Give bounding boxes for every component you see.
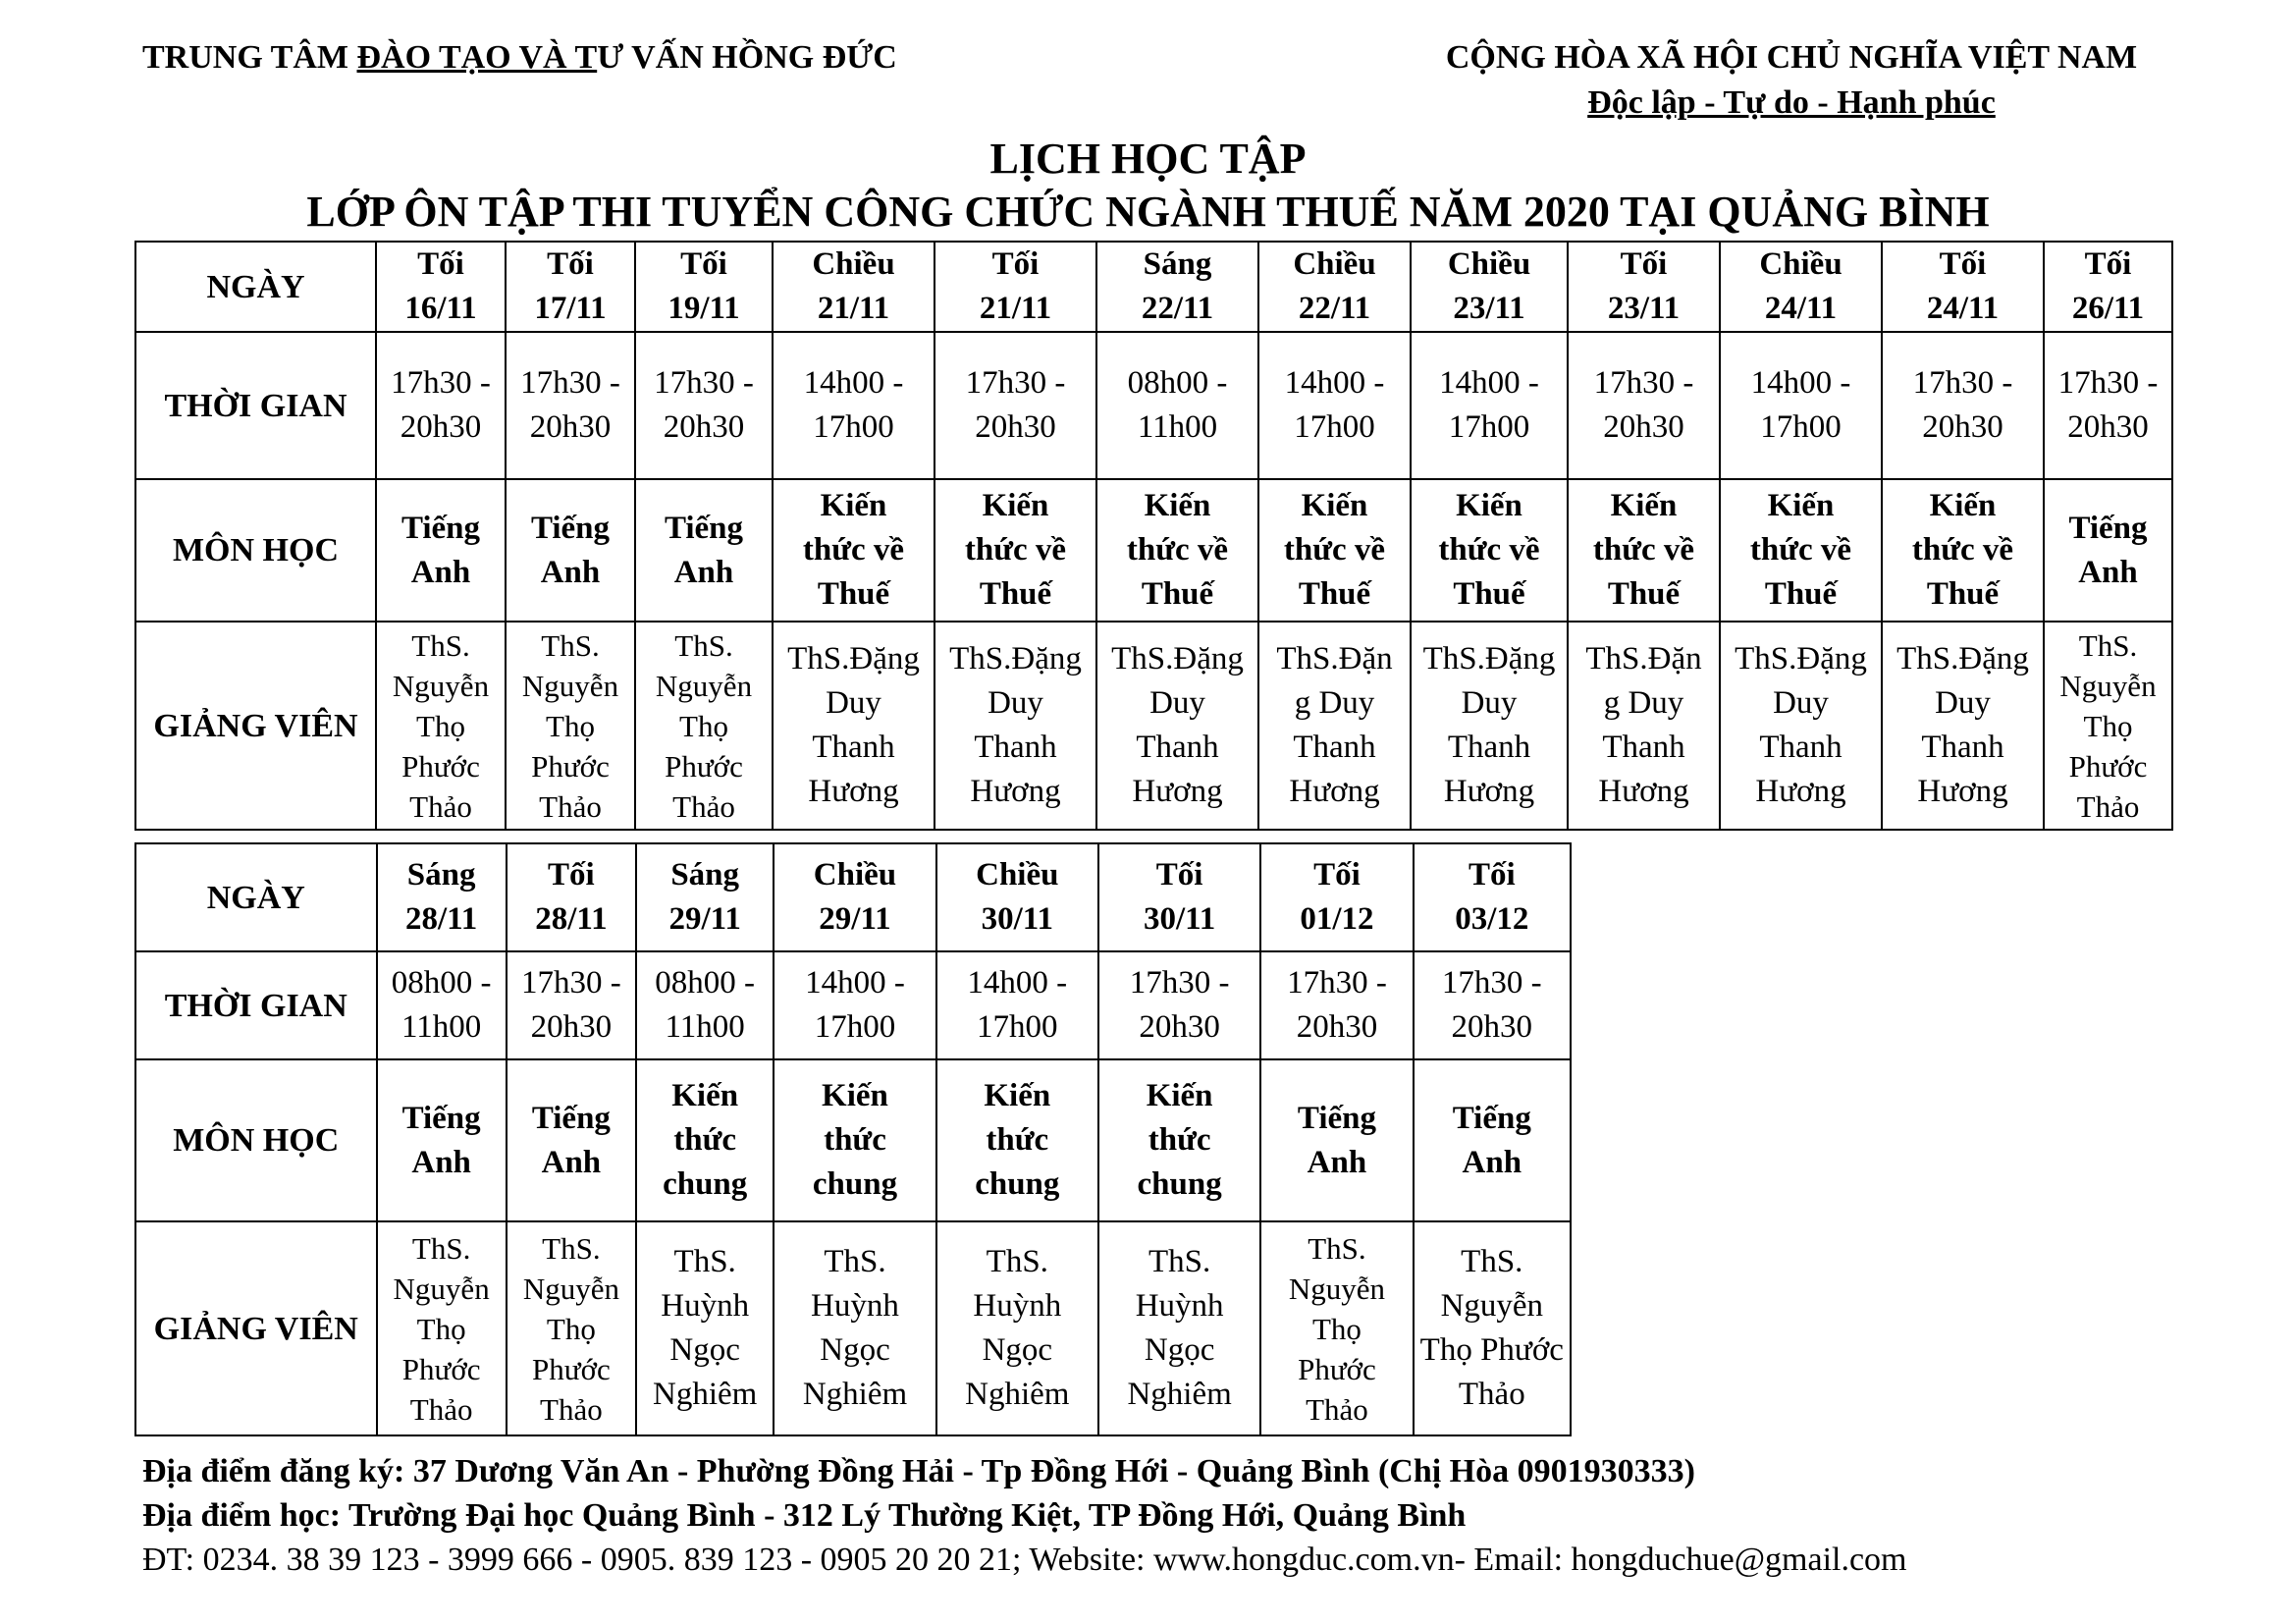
row-label-date: NGÀY bbox=[135, 843, 377, 951]
teacher-cell: ThS. Nguyễn Thọ Phước Thảo bbox=[2044, 622, 2172, 830]
teacher-row bbox=[135, 1221, 1571, 1435]
document-subtitle: LỚP ÔN TẬP THI TUYỂN CÔNG CHỨC NGÀNH THUẾ NĂM 2020 TẠI QUẢNG BÌNH bbox=[306, 188, 1990, 236]
date-cell: Tối 17/11 bbox=[506, 242, 635, 332]
date-cell: Tối 19/11 bbox=[635, 242, 773, 332]
registration-address: Địa điểm đăng ký: 37 Dương Văn An - Phường Đồng Hải - Tp Đồng Hới - Quảng Bình (Chị Hòa 0901930333) bbox=[142, 1453, 1695, 1489]
date-cell: Chiều 29/11 bbox=[774, 843, 935, 951]
date-row bbox=[135, 843, 1571, 951]
subject-cell: Tiếng Anh bbox=[376, 479, 506, 622]
org-underlined: ĐÀO TẠO VÀ T bbox=[356, 39, 598, 76]
subject-cell: Tiếng Anh bbox=[1414, 1059, 1571, 1221]
subject-cell: Tiếng Anh bbox=[507, 1059, 636, 1221]
row-label-time: THỜI GIAN bbox=[135, 332, 376, 479]
date-cell: Chiều 24/11 bbox=[1720, 242, 1882, 332]
teacher-cell: ThS. Nguyễn Thọ Phước Thảo bbox=[506, 622, 635, 830]
time-cell: 17h30 - 20h30 bbox=[635, 332, 773, 479]
date-cell: Sáng 22/11 bbox=[1096, 242, 1258, 332]
schedule-table-1 bbox=[134, 241, 2173, 831]
row-label-time: THỜI GIAN bbox=[135, 951, 377, 1059]
row-label-teacher: GIẢNG VIÊN bbox=[135, 622, 376, 830]
time-cell: 17h30 - 20h30 bbox=[507, 951, 636, 1059]
teacher-cell: ThS. Nguyễn Thọ Phước Thảo bbox=[376, 622, 506, 830]
teacher-cell: ThS.Đặng Duy Thanh Hương bbox=[1720, 622, 1882, 830]
row-label-subject: MÔN HỌC bbox=[135, 479, 376, 622]
teacher-cell: ThS.Đặng Duy Thanh Hương bbox=[1096, 622, 1258, 830]
date-cell: Tối 21/11 bbox=[934, 242, 1096, 332]
date-cell: Tối 30/11 bbox=[1098, 843, 1260, 951]
document-title: LỊCH HỌC TẬP bbox=[989, 135, 1307, 183]
teacher-cell: ThS. Huỳnh Ngọc Nghiêm bbox=[1098, 1221, 1260, 1435]
teacher-cell: ThS. Nguyễn Thọ Phước Thảo bbox=[1260, 1221, 1413, 1435]
national-motto: Độc lập - Tự do - Hạnh phúc bbox=[1587, 84, 1996, 121]
subject-cell: Kiến thức về Thuế bbox=[1882, 479, 2044, 622]
row-label-teacher: GIẢNG VIÊN bbox=[135, 1221, 377, 1435]
time-cell: 14h00 - 17h00 bbox=[1720, 332, 1882, 479]
org-suffix: Ư VẤN HỒNG ĐỨC bbox=[597, 39, 897, 76]
teacher-cell: ThS. Huỳnh Ngọc Nghiêm bbox=[636, 1221, 774, 1435]
subject-cell: Kiến thức chung bbox=[1098, 1059, 1260, 1221]
row-label-date: NGÀY bbox=[135, 242, 376, 332]
date-cell: Tối 28/11 bbox=[507, 843, 636, 951]
time-cell: 08h00 - 11h00 bbox=[636, 951, 774, 1059]
time-cell: 14h00 - 17h00 bbox=[773, 332, 934, 479]
time-cell: 08h00 - 11h00 bbox=[377, 951, 507, 1059]
time-cell: 08h00 - 11h00 bbox=[1096, 332, 1258, 479]
teacher-cell: ThS.Đặng Duy Thanh Hương bbox=[773, 622, 934, 830]
time-cell: 14h00 - 17h00 bbox=[1258, 332, 1411, 479]
date-cell: Chiều 23/11 bbox=[1411, 242, 1568, 332]
date-cell: Chiều 21/11 bbox=[773, 242, 934, 332]
subject-row bbox=[135, 479, 2172, 622]
date-cell: Tối 26/11 bbox=[2044, 242, 2172, 332]
subject-cell: Kiến thức về Thuế bbox=[1258, 479, 1411, 622]
date-cell: Tối 23/11 bbox=[1568, 242, 1720, 332]
national-header bbox=[1414, 39, 2169, 122]
subject-cell: Kiến thức chung bbox=[774, 1059, 935, 1221]
date-cell: Chiều 22/11 bbox=[1258, 242, 1411, 332]
subject-cell: Tiếng Anh bbox=[377, 1059, 507, 1221]
teacher-cell: ThS. Huỳnh Ngọc Nghiêm bbox=[936, 1221, 1098, 1435]
date-cell: Tối 16/11 bbox=[376, 242, 506, 332]
time-cell: 17h30 - 20h30 bbox=[376, 332, 506, 479]
time-cell: 17h30 - 20h30 bbox=[934, 332, 1096, 479]
schedule-table-2 bbox=[134, 842, 1572, 1436]
subject-cell: Kiến thức về Thuế bbox=[1568, 479, 1720, 622]
date-cell: Sáng 29/11 bbox=[636, 843, 774, 951]
subject-cell: Kiến thức chung bbox=[936, 1059, 1098, 1221]
teacher-cell: ThS.Đặn g Duy Thanh Hương bbox=[1568, 622, 1720, 830]
time-cell: 17h30 - 20h30 bbox=[2044, 332, 2172, 479]
time-cell: 14h00 - 17h00 bbox=[936, 951, 1098, 1059]
subject-cell: Tiếng Anh bbox=[506, 479, 635, 622]
subject-cell: Tiếng Anh bbox=[1260, 1059, 1413, 1221]
republic-name: CỘNG HÒA XÃ HỘI CHỦ NGHĨA VIỆT NAM bbox=[1445, 39, 2138, 76]
subject-row bbox=[135, 1059, 1571, 1221]
subject-cell: Kiến thức chung bbox=[636, 1059, 774, 1221]
date-row bbox=[135, 242, 2172, 332]
teacher-cell: ThS. Nguyễn Thọ Phước Thảo bbox=[1414, 1221, 1571, 1435]
contact-info: ĐT: 0234. 38 39 123 - 3999 666 - 0905. 839 123 - 0905 20 20 21; Website: www.hongduc.com.vn- Email: hongduchue@gmail.com bbox=[142, 1542, 1907, 1578]
time-cell: 17h30 - 20h30 bbox=[1568, 332, 1720, 479]
time-cell: 17h30 - 20h30 bbox=[1882, 332, 2044, 479]
teacher-cell: ThS. Nguyễn Thọ Phước Thảo bbox=[377, 1221, 507, 1435]
time-cell: 17h30 - 20h30 bbox=[1260, 951, 1413, 1059]
study-venue: Địa điểm học: Trường Đại học Quảng Bình - 312 Lý Thường Kiệt, TP Đồng Hới, Quảng Bình bbox=[142, 1497, 1467, 1534]
subject-cell: Kiến thức về Thuế bbox=[1720, 479, 1882, 622]
subject-cell: Kiến thức về Thuế bbox=[1096, 479, 1258, 622]
org-prefix: TRUNG TÂM bbox=[142, 39, 357, 76]
subject-cell: Tiếng Anh bbox=[635, 479, 773, 622]
date-cell: Tối 24/11 bbox=[1882, 242, 2044, 332]
time-cell: 17h30 - 20h30 bbox=[1098, 951, 1260, 1059]
date-cell: Tối 01/12 bbox=[1260, 843, 1413, 951]
teacher-cell: ThS. Nguyễn Thọ Phước Thảo bbox=[507, 1221, 636, 1435]
date-cell: Chiều 30/11 bbox=[936, 843, 1098, 951]
teacher-cell: ThS.Đặng Duy Thanh Hương bbox=[1882, 622, 2044, 830]
subject-cell: Tiếng Anh bbox=[2044, 479, 2172, 622]
time-cell: 14h00 - 17h00 bbox=[774, 951, 935, 1059]
subject-cell: Kiến thức về Thuế bbox=[773, 479, 934, 622]
teacher-row bbox=[135, 622, 2172, 830]
time-cell: 17h30 - 20h30 bbox=[506, 332, 635, 479]
time-row bbox=[135, 951, 1571, 1059]
organization-name bbox=[142, 39, 897, 77]
date-cell: Sáng 28/11 bbox=[377, 843, 507, 951]
teacher-cell: ThS.Đặn g Duy Thanh Hương bbox=[1258, 622, 1411, 830]
subject-cell: Kiến thức về Thuế bbox=[1411, 479, 1568, 622]
teacher-cell: ThS. Huỳnh Ngọc Nghiêm bbox=[774, 1221, 935, 1435]
row-label-subject: MÔN HỌC bbox=[135, 1059, 377, 1221]
date-cell: Tối 03/12 bbox=[1414, 843, 1571, 951]
time-cell: 17h30 - 20h30 bbox=[1414, 951, 1571, 1059]
teacher-cell: ThS.Đặng Duy Thanh Hương bbox=[1411, 622, 1568, 830]
teacher-cell: ThS. Nguyễn Thọ Phước Thảo bbox=[635, 622, 773, 830]
teacher-cell: ThS.Đặng Duy Thanh Hương bbox=[934, 622, 1096, 830]
subject-cell: Kiến thức về Thuế bbox=[934, 479, 1096, 622]
time-row bbox=[135, 332, 2172, 479]
time-cell: 14h00 - 17h00 bbox=[1411, 332, 1568, 479]
